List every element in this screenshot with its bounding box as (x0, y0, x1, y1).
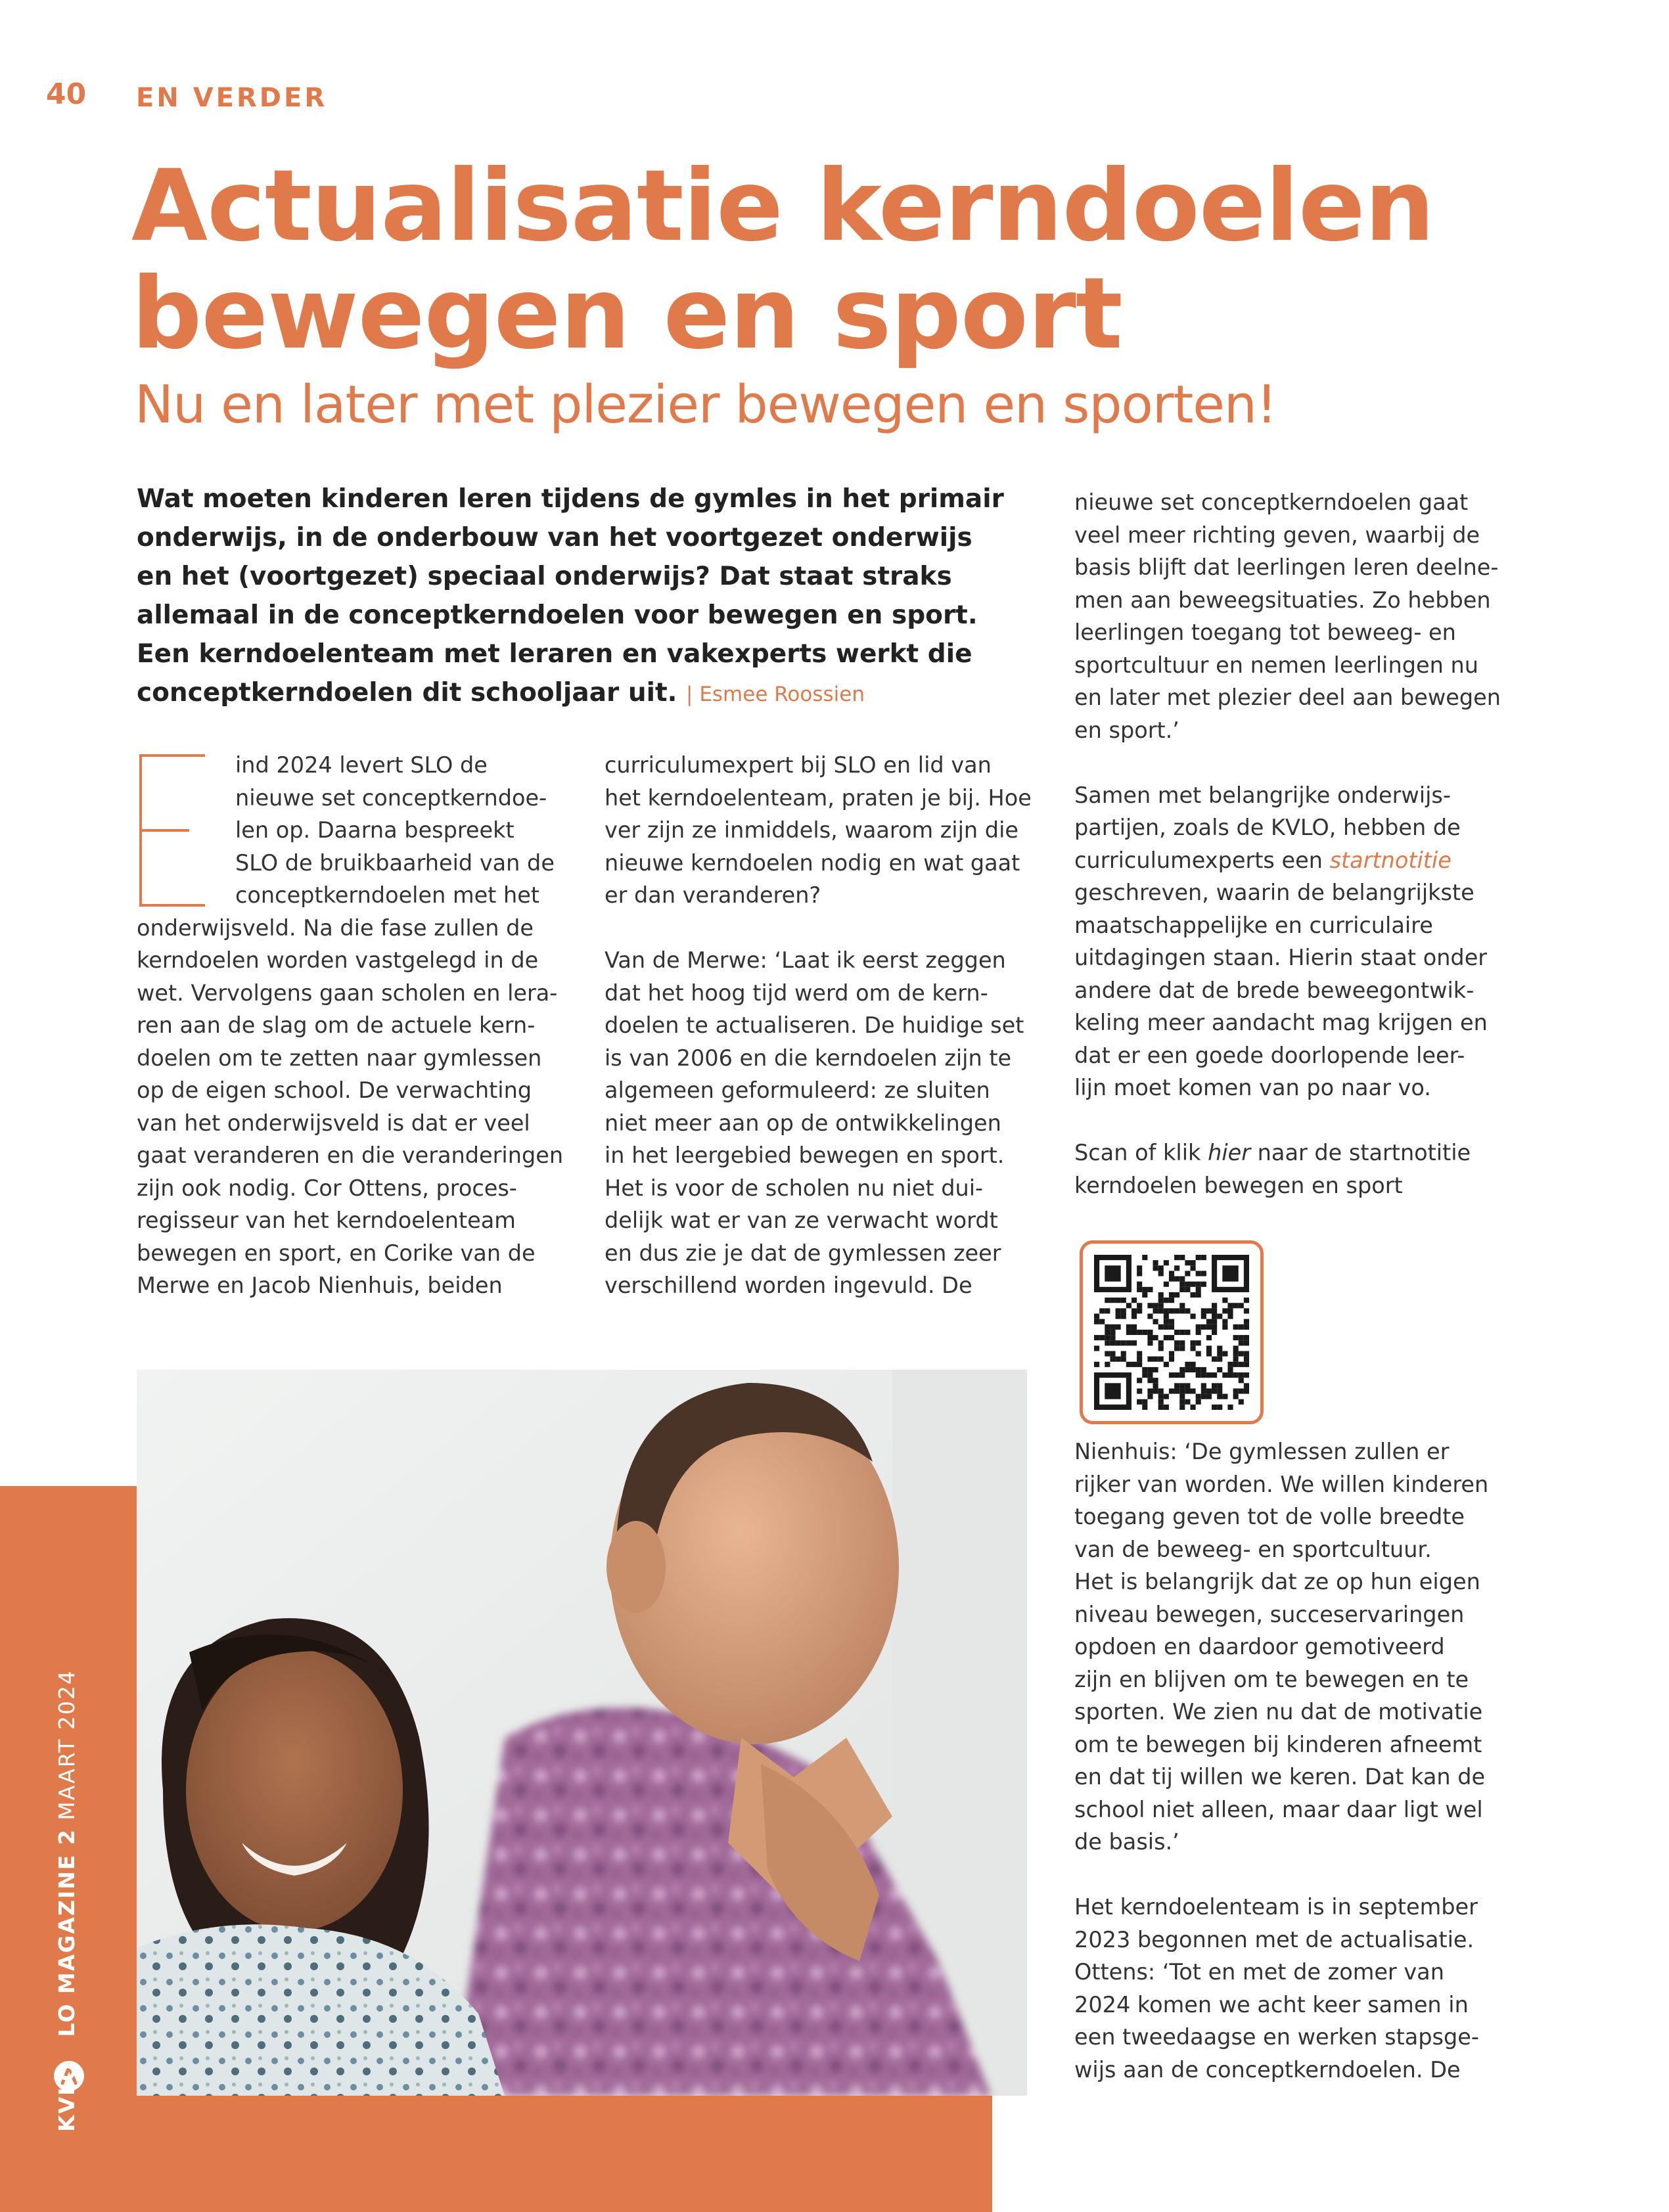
text-fragment: Scan of klik (1074, 1140, 1208, 1165)
text-fragment: curriculumexperts een (1074, 847, 1330, 873)
text-line: van de beweeg- en sportcultuur. (1074, 1536, 1432, 1562)
column-3-continued (1074, 1435, 1534, 2086)
photo-illustration (137, 1370, 1027, 2096)
intro-line: allemaal in de conceptkerndoelen voor bewegen en sport. (137, 600, 978, 630)
text-line: gaat veranderen en die veranderingen (137, 1142, 564, 1168)
text-line: 2023 begonnen met de actualisatie. (1074, 1926, 1475, 1952)
text-line: er dan veranderen? (605, 882, 821, 908)
text-line: veel meer richting geven, waarbij de (1074, 522, 1480, 548)
text-line: van het onderwijsveld is dat er veel (137, 1110, 530, 1136)
text-line: nieuwe kerndoelen nodig en wat gaat (605, 849, 1020, 876)
sidebar-publication-label (54, 1669, 80, 2132)
text-line: dat er een goede doorlopende leer- (1074, 1042, 1465, 1068)
text-line: het kerndoelenteam, praten je bij. Hoe (605, 784, 1032, 811)
text-line: len op. Daarna bespreekt (235, 817, 514, 843)
text-line: niet meer aan op de ontwikkelingen (605, 1110, 1001, 1136)
text-line: school niet alleen, maar daar ligt wel (1074, 1796, 1483, 1822)
column-1 (137, 749, 570, 1302)
text-line: Het kerndoelenteam is in september (1074, 1894, 1478, 1920)
intro-line (137, 673, 1070, 714)
text-line: sporten. We zien nu dat de motivatie (1074, 1699, 1483, 1725)
column-3 (1074, 486, 1534, 1202)
title-line-1: Actualisatie kerndoelen (131, 149, 1434, 263)
text-line: partijen, zoals de KVLO, hebben de (1074, 815, 1461, 840)
text-line: rijker van worden. We willen kinderen (1074, 1471, 1489, 1497)
text-line: dat het hoog tijd werd om de kern- (605, 980, 988, 1006)
text-line: Nienhuis: ‘De gymlessen zullen er (1074, 1439, 1450, 1464)
text-line: doelen te actualiseren. De huidige set (605, 1012, 1024, 1038)
text-line: zijn en blijven om te bewegen en te (1074, 1666, 1469, 1692)
text-line: keling meer aandacht mag krijgen en (1074, 1010, 1488, 1035)
text-line: om te bewegen bij kinderen afneemt (1074, 1731, 1482, 1757)
qr-code-icon[interactable] (1094, 1255, 1249, 1410)
text-line: lijn moet komen van po naar vo. (1074, 1075, 1431, 1100)
text-line: nieuwe set conceptkerndoelen gaat (1074, 489, 1469, 515)
intro-line: Een kerndoelenteam met leraren en vakexperts werkt die (137, 639, 972, 669)
text-line: onderwijsveld. Na die fase zullen de (137, 914, 534, 941)
text-line: delijk wat er van ze verwacht wordt (605, 1208, 998, 1233)
text-line: andere dat de brede beweegontwik- (1074, 977, 1475, 1003)
text-line: bewegen en sport, en Corike van de (137, 1240, 536, 1266)
text-line: de basis.’ (1074, 1829, 1179, 1855)
article-photo (137, 1370, 1027, 2096)
text-line: opdoen en daardoor gemotiveerd (1074, 1634, 1445, 1659)
intro-last-text: conceptkerndoelen dit schooljaar uit. (137, 678, 677, 708)
text-line: en dus zie je dat de gymlessen zeer (605, 1240, 1001, 1266)
text-line: ver zijn ze inmiddels, waarom zijn die (605, 817, 1018, 843)
title-line-2: bewegen en sport (131, 257, 1122, 371)
text-line: Van de Merwe: ‘Laat ik eerst zeggen (605, 947, 1006, 973)
text-line: Ottens: ‘Tot en met de zomer van (1074, 1959, 1444, 1985)
byline: | Esmee Roossien (686, 683, 865, 706)
sidebar-magazine: LO MAGAZINE 2 (54, 1828, 80, 2037)
text-fragment: naar de startnotitie (1250, 1140, 1471, 1165)
text-line: sportcultuur en nemen leerlingen nu (1074, 652, 1478, 678)
qr-code-frame[interactable] (1080, 1240, 1264, 1424)
text-line: curriculumexpert bij SLO en lid van (605, 752, 992, 778)
text-line: algemeen geformuleerd: ze sluiten (605, 1077, 990, 1103)
text-line: doelen om te zetten naar gymlessen (137, 1045, 542, 1071)
intro-line: Wat moeten kinderen leren tijdens de gymles in het primair (137, 484, 1004, 514)
startnotitie-link[interactable]: startnotitie (1329, 847, 1452, 873)
intro-line: onderwijs, in de onderbouw van het voortgezet onderwijs (137, 523, 972, 553)
text-line: men aan beweegsituaties. Zo hebben (1074, 587, 1491, 613)
column-2 (605, 749, 1038, 1302)
article-intro (137, 480, 1070, 714)
text-line: conceptkerndoelen met het (235, 882, 539, 908)
text-line: niveau bewegen, succeservaringen (1074, 1601, 1465, 1627)
text-line: en later met plezier deel aan bewegen (1074, 685, 1501, 710)
text-line (1074, 844, 1534, 877)
sidebar-brand: KVLO (54, 2061, 80, 2132)
text-line: Het is voor de scholen nu niet dui- (605, 1175, 984, 1201)
page-number: 40 (46, 78, 87, 111)
article-subtitle: Nu en later met plezier bewegen en sporten! (135, 374, 1277, 435)
text-line: maatschappelijke en curriculaire (1074, 912, 1433, 938)
text-line: op de eigen school. De verwachting (137, 1077, 532, 1103)
text-line: leerlingen toegang tot beweeg- en (1074, 620, 1456, 645)
hier-link[interactable]: hier (1208, 1140, 1251, 1165)
scan-line-2: kerndoelen bewegen en sport (1074, 1172, 1403, 1198)
text-line: uitdagingen staan. Hierin staat onder (1074, 945, 1488, 970)
text-line: wijs aan de conceptkerndoelen. De (1074, 2056, 1461, 2083)
text-line: verschillend worden ingevuld. De (605, 1273, 972, 1298)
intro-line: en het (voortgezet) speciaal onderwijs? Dat staat straks (137, 562, 952, 591)
text-line: SLO de bruikbaarheid van de (235, 849, 555, 876)
text-line: basis blijft dat leerlingen leren deelne- (1074, 554, 1499, 580)
text-line: en dat tij willen we keren. Dat kan de (1074, 1764, 1486, 1790)
text-line: toegang geven tot de volle breedte (1074, 1504, 1465, 1529)
sidebar-issue: MAART 2024 (54, 1669, 80, 1820)
text-line: is van 2006 en die kerndoelen zijn te (605, 1045, 1012, 1071)
text-line: Het is belangrijk dat ze op hun eigen (1074, 1569, 1480, 1594)
text-line: een tweedaagse en werken stapsge- (1074, 2024, 1479, 2050)
text-line: Samen met belangrijke onderwijs- (1074, 782, 1451, 808)
section-label: EN VERDER (136, 83, 328, 113)
text-line: ind 2024 levert SLO de (235, 752, 488, 778)
text-line: wet. Vervolgens gaan scholen en lera- (137, 980, 558, 1006)
text-line: in het leergebied bewegen en sport. (605, 1142, 1005, 1168)
text-line: en sport.’ (1074, 717, 1179, 743)
text-line: geschreven, waarin de belangrijkste (1074, 880, 1475, 905)
text-line: Merwe en Jacob Nienhuis, beiden (137, 1273, 503, 1298)
scan-line (1074, 1137, 1534, 1169)
article-title (131, 149, 1577, 371)
text-line: ren aan de slag om de actuele kern- (137, 1012, 536, 1038)
text-line: 2024 komen we acht keer samen in (1074, 1991, 1469, 2018)
text-line: regisseur van het kerndoelenteam (137, 1208, 516, 1233)
text-line: nieuwe set conceptkerndoe- (235, 784, 547, 811)
text-line: kerndoelen worden vastgelegd in de (137, 947, 539, 973)
text-line: zijn ook nodig. Cor Ottens, proces- (137, 1175, 517, 1201)
